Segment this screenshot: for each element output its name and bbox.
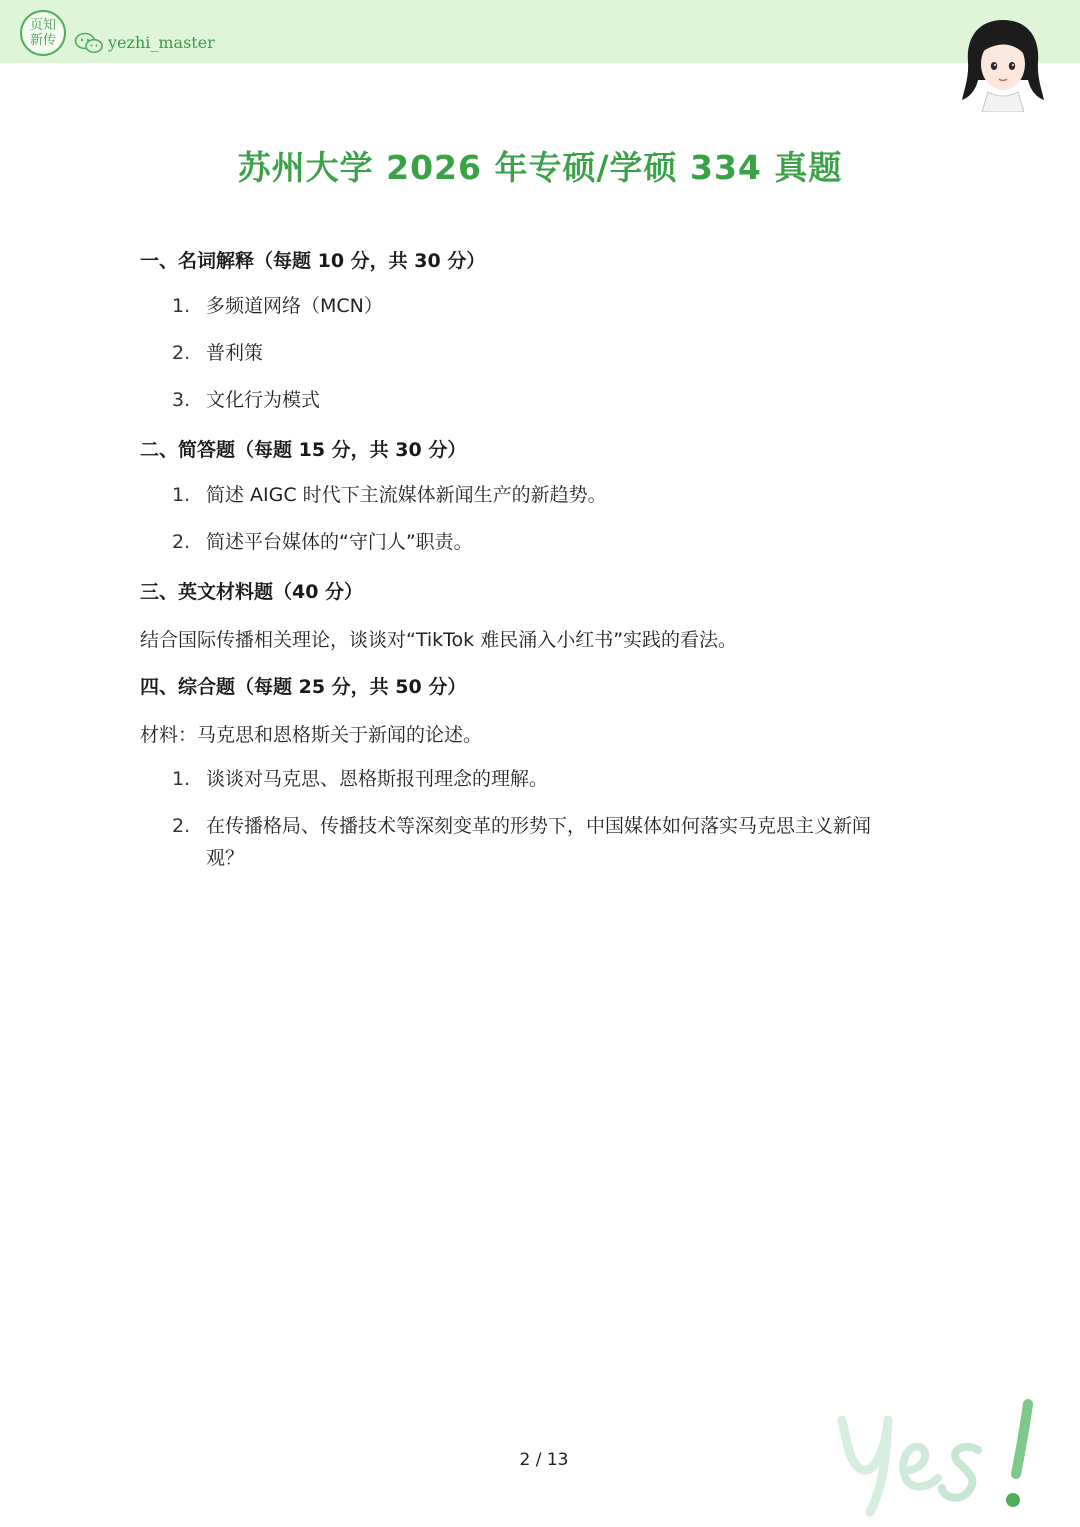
item-number: 2. — [172, 815, 191, 837]
item-number: 1. — [172, 768, 191, 790]
logo-badge — [20, 10, 66, 56]
section-heading-2: 二、简答题（每题 15 分，共 30 分） — [140, 439, 467, 461]
item-number: 2. — [172, 342, 191, 364]
item-number: 3. — [172, 389, 191, 411]
section-heading-1: 一、名词解释（每题 10 分，共 30 分） — [140, 250, 486, 272]
item-number: 1. — [172, 295, 191, 317]
logo-text-line2: 新传 — [29, 33, 56, 48]
item-number: 1. — [172, 484, 191, 506]
item-text: 文化行为模式 — [206, 389, 321, 411]
list-item — [172, 763, 912, 795]
account-handle: yezhi_master — [108, 33, 215, 52]
wechat-icon — [74, 32, 104, 54]
page-number: 2 / 13 — [519, 1450, 569, 1470]
item-text: 简述 AIGC 时代下主流媒体新闻生产的新趋势。 — [206, 484, 607, 506]
header-bar — [0, 0, 1080, 63]
section-heading-3: 三、英文材料题（40 分） — [140, 581, 364, 603]
section-paragraph: 结合国际传播相关理论，谈谈对“TikTok 难民涌入小红书”实践的看法。 — [140, 629, 738, 651]
list-item — [172, 810, 912, 874]
list-item — [172, 384, 912, 416]
logo-text-line1: 页知 — [29, 18, 56, 33]
item-text: 简述平台媒体的“守门人”职责。 — [206, 531, 473, 553]
list-item — [172, 337, 912, 369]
item-text: 在传播格局、传播技术等深刻变革的形势下，中国媒体如何落实马克思主义新闻观？ — [206, 815, 872, 869]
item-text: 普利策 — [206, 342, 264, 364]
document-title: 苏州大学 2026 年专硕/学硕 334 真题 — [237, 148, 843, 187]
item-text: 多频道网络（MCN） — [206, 295, 383, 317]
item-text: 谈谈对马克思、恩格斯报刊理念的理解。 — [206, 768, 549, 790]
item-number: 2. — [172, 531, 191, 553]
list-item — [172, 479, 912, 511]
list-item — [172, 526, 912, 558]
avatar-illustration — [958, 16, 1048, 112]
list-item — [172, 290, 912, 322]
section-heading-4: 四、综合题（每题 25 分，共 50 分） — [140, 676, 467, 698]
yes-watermark — [830, 1390, 1050, 1520]
material-paragraph: 材料：马克思和恩格斯关于新闻的论述。 — [140, 724, 483, 746]
